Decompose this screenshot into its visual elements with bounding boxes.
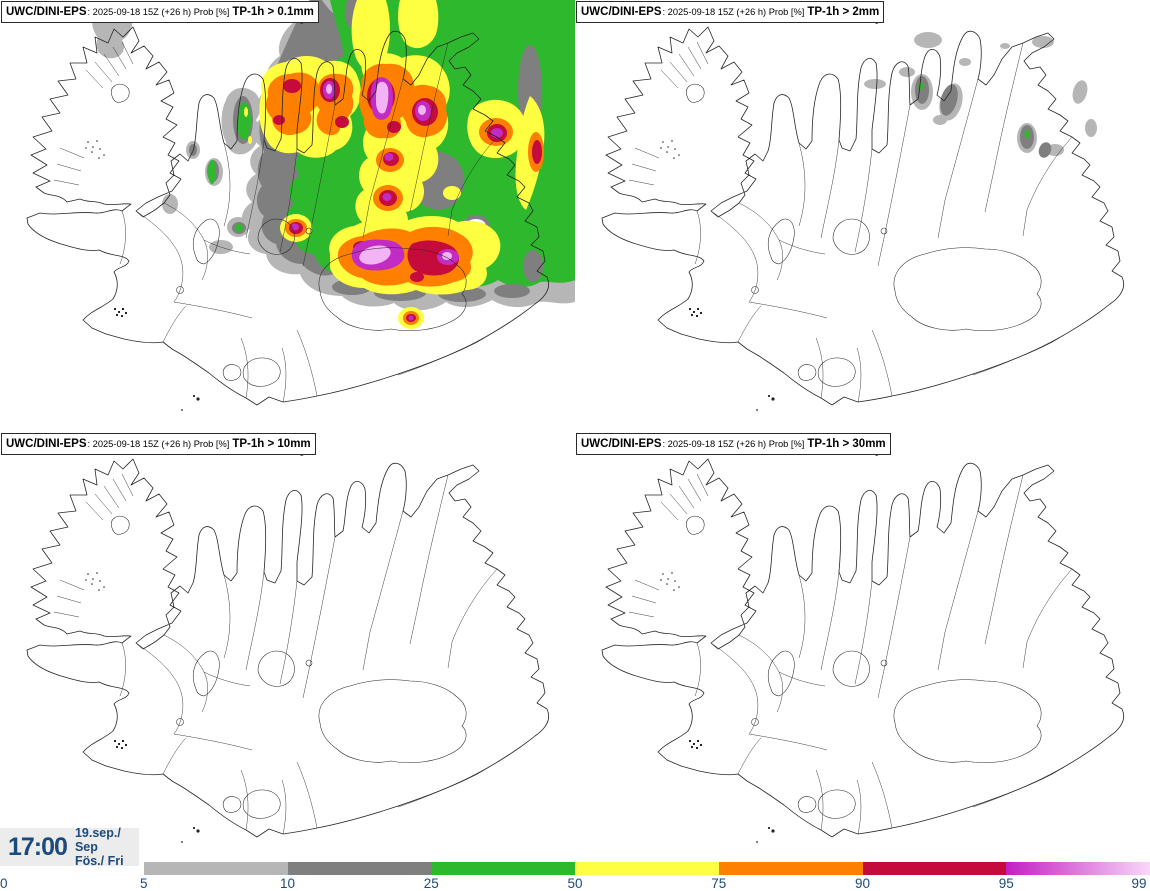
legend-tick-label: 50 bbox=[567, 876, 583, 891]
map-panel-tp-30mm bbox=[575, 432, 1150, 864]
legend-tick-label: 0 bbox=[0, 876, 8, 891]
panel-title-2mm bbox=[576, 1, 884, 23]
parameter-threshold: TP-1h > 0.1mm bbox=[232, 6, 314, 18]
parameter-threshold: TP-1h > 2mm bbox=[807, 6, 880, 18]
model-name: UWC/DINI-EPS bbox=[581, 438, 662, 450]
model-name: UWC/DINI-EPS bbox=[6, 438, 87, 450]
panel-title-0p1mm bbox=[1, 1, 319, 23]
legend-segment bbox=[1006, 862, 1150, 875]
valid-time: 17:00 bbox=[8, 832, 67, 861]
iceland-map-30mm bbox=[575, 432, 1150, 864]
legend-tick-label: 5 bbox=[139, 876, 148, 891]
valid-date bbox=[75, 826, 139, 868]
legend-segment bbox=[144, 862, 288, 875]
legend-segment bbox=[575, 862, 719, 875]
legend-tick-label: 90 bbox=[854, 876, 871, 891]
probability-legend bbox=[0, 862, 1150, 891]
legend-tick-label: 25 bbox=[423, 876, 439, 891]
iceland-map-2mm bbox=[575, 0, 1150, 432]
legend-tick-label: 75 bbox=[711, 876, 727, 891]
probability-colorbar bbox=[0, 862, 1150, 875]
valid-date-month: 19.sep./ Sep bbox=[74, 826, 121, 854]
legend-segment bbox=[288, 862, 432, 875]
run-info: : 2025-09-18 15Z (+26 h) Prob [%] bbox=[662, 439, 805, 449]
probability-colorbar-labels bbox=[0, 875, 1150, 891]
legend-tick-label: 99 bbox=[1131, 876, 1147, 891]
map-panel-tp-10mm bbox=[0, 432, 575, 864]
legend-segment bbox=[719, 862, 863, 875]
precip-probability-field bbox=[92, 0, 575, 329]
model-name: UWC/DINI-EPS bbox=[6, 6, 87, 18]
valid-time-box bbox=[0, 828, 139, 866]
legend-tick-label: 95 bbox=[998, 876, 1014, 891]
legend-segment bbox=[863, 862, 1007, 875]
panel-title-30mm bbox=[576, 433, 891, 455]
map-panel-tp-0p1mm bbox=[0, 0, 575, 432]
run-info: : 2025-09-18 15Z (+26 h) Prob [%] bbox=[662, 7, 805, 17]
parameter-threshold: TP-1h > 30mm bbox=[807, 438, 886, 450]
legend-tick-label: 10 bbox=[279, 876, 296, 891]
parameter-threshold: TP-1h > 10mm bbox=[232, 438, 311, 450]
run-info: : 2025-09-18 15Z (+26 h) Prob [%] bbox=[87, 439, 230, 449]
panel-title-10mm bbox=[1, 433, 316, 455]
valid-date-weekday: Fös./ Fri bbox=[74, 854, 124, 868]
iceland-map-10mm bbox=[0, 432, 575, 864]
iceland-map-0p1mm bbox=[0, 0, 575, 432]
run-info: : 2025-09-18 15Z (+26 h) Prob [%] bbox=[87, 7, 230, 17]
map-panel-tp-2mm bbox=[575, 0, 1150, 432]
legend-segment bbox=[431, 862, 575, 875]
precip-probability-field bbox=[864, 32, 1097, 160]
model-name: UWC/DINI-EPS bbox=[581, 6, 662, 18]
